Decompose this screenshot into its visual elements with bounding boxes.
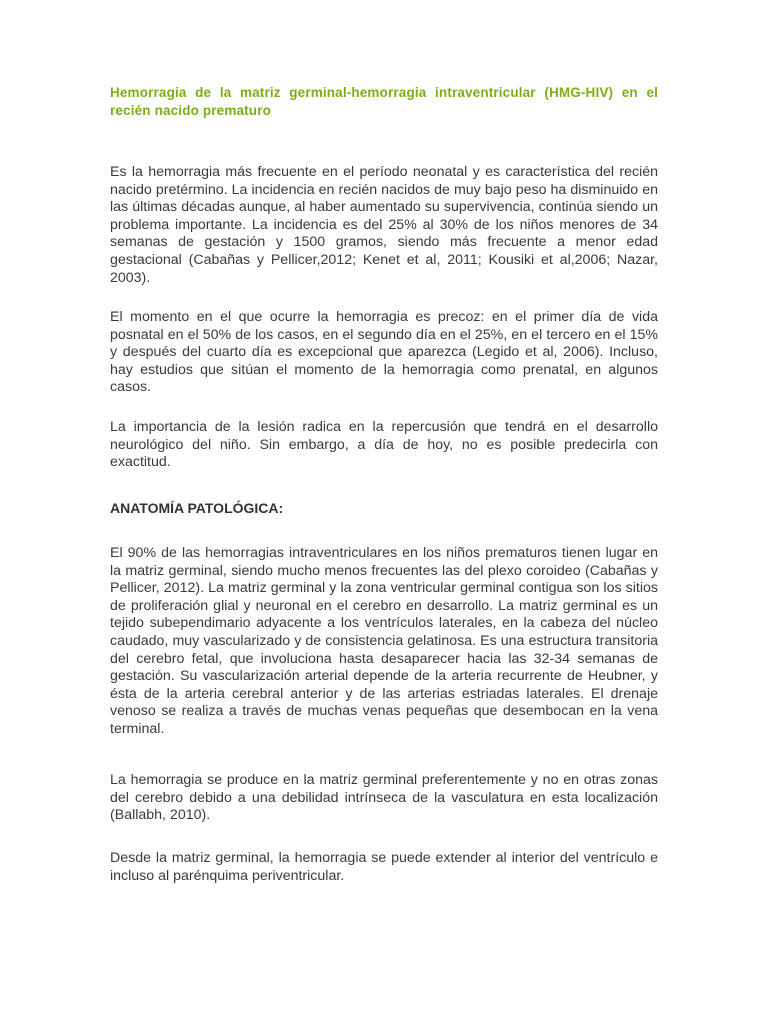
paragraph-timing: El momento en el que ocurre la hemorragia es precoz: en el primer día de vida posnatal en el 50% de los casos, en el segundo día en el 25%, en el tercero en el 15% y después del cuarto día es excepcional que aparezca (Legido et al, 2006). Incluso, hay estudios que sitúan el momento de la hemorragia como prenatal, en algunos casos. [110,309,658,396]
paragraph-hemorrhage-site: La hemorragia se produce en la matriz germinal preferentemente y no en otras zonas del cerebro debido a una debilidad intrínseca de la vasculatura en esta localización (Ballabh, 2010). [110,772,658,824]
paragraph-anatomy: El 90% de las hemorragias intraventriculares en los niños prematuros tienen lugar en la matriz germinal, siendo mucho menos frecuentes las del plexo coroideo (Cabañas y Pellicer, 2012). La matriz germinal y la zona ventricular germinal contigua son los sitios de proliferación glial y neuronal en el cerebro en desarrollo. La matriz germinal es un tejido subependimario adyacente a los ventrículos laterales, en la cabeza del núcleo caudado, muy vascularizado y de consistencia gelatinosa. Es una estructura transitoria del cerebro fetal, que involuciona hasta desaparecer hacia las 32-34 semanas de gestación. Su vascularización arterial depende de la arteria recurrente de Heubner, y ésta de la arteria cerebral anterior y de las arterias estriadas laterales. El drenaje venoso se realiza a través de muchas venas pequeñas que desembocan en la vena terminal. [110,545,658,737]
document-page [110,84,658,884]
document-title: Hemorragia de la matriz germinal-hemorragia intraventricular (HMG-HIV) en el recién nacido prematuro [110,85,658,118]
paragraph-extension: Desde la matriz germinal, la hemorragia se puede extender al interior del ventrículo e incluso al parénquima periventricular. [110,850,658,884]
paragraph-importance: La importancia de la lesión radica en la repercusión que tendrá en el desarrollo neurológico del niño. Sin embargo, a día de hoy, no es posible predecirla con exactitud. [110,419,658,471]
section-heading-anatomy: ANATOMÍA PATOLÓGICA: [110,500,284,516]
paragraph-intro: Es la hemorragia más frecuente en el período neonatal y es característica del recién nacido pretérmino. La incidencia en recién nacidos de muy bajo peso ha disminuido en las últimas décadas aunque, al haber aumentado su supervivencia, continúa siendo un problema importante. La incidencia es del 25% al 30% de los niños menores de 34 semanas de gestación y 1500 gramos, siendo más frecuente a menor edad gestacional (Cabañas y Pellicer,2012; Kenet et al, 2011; Kousiki et al,2006; Nazar, 2003). [110,164,658,286]
